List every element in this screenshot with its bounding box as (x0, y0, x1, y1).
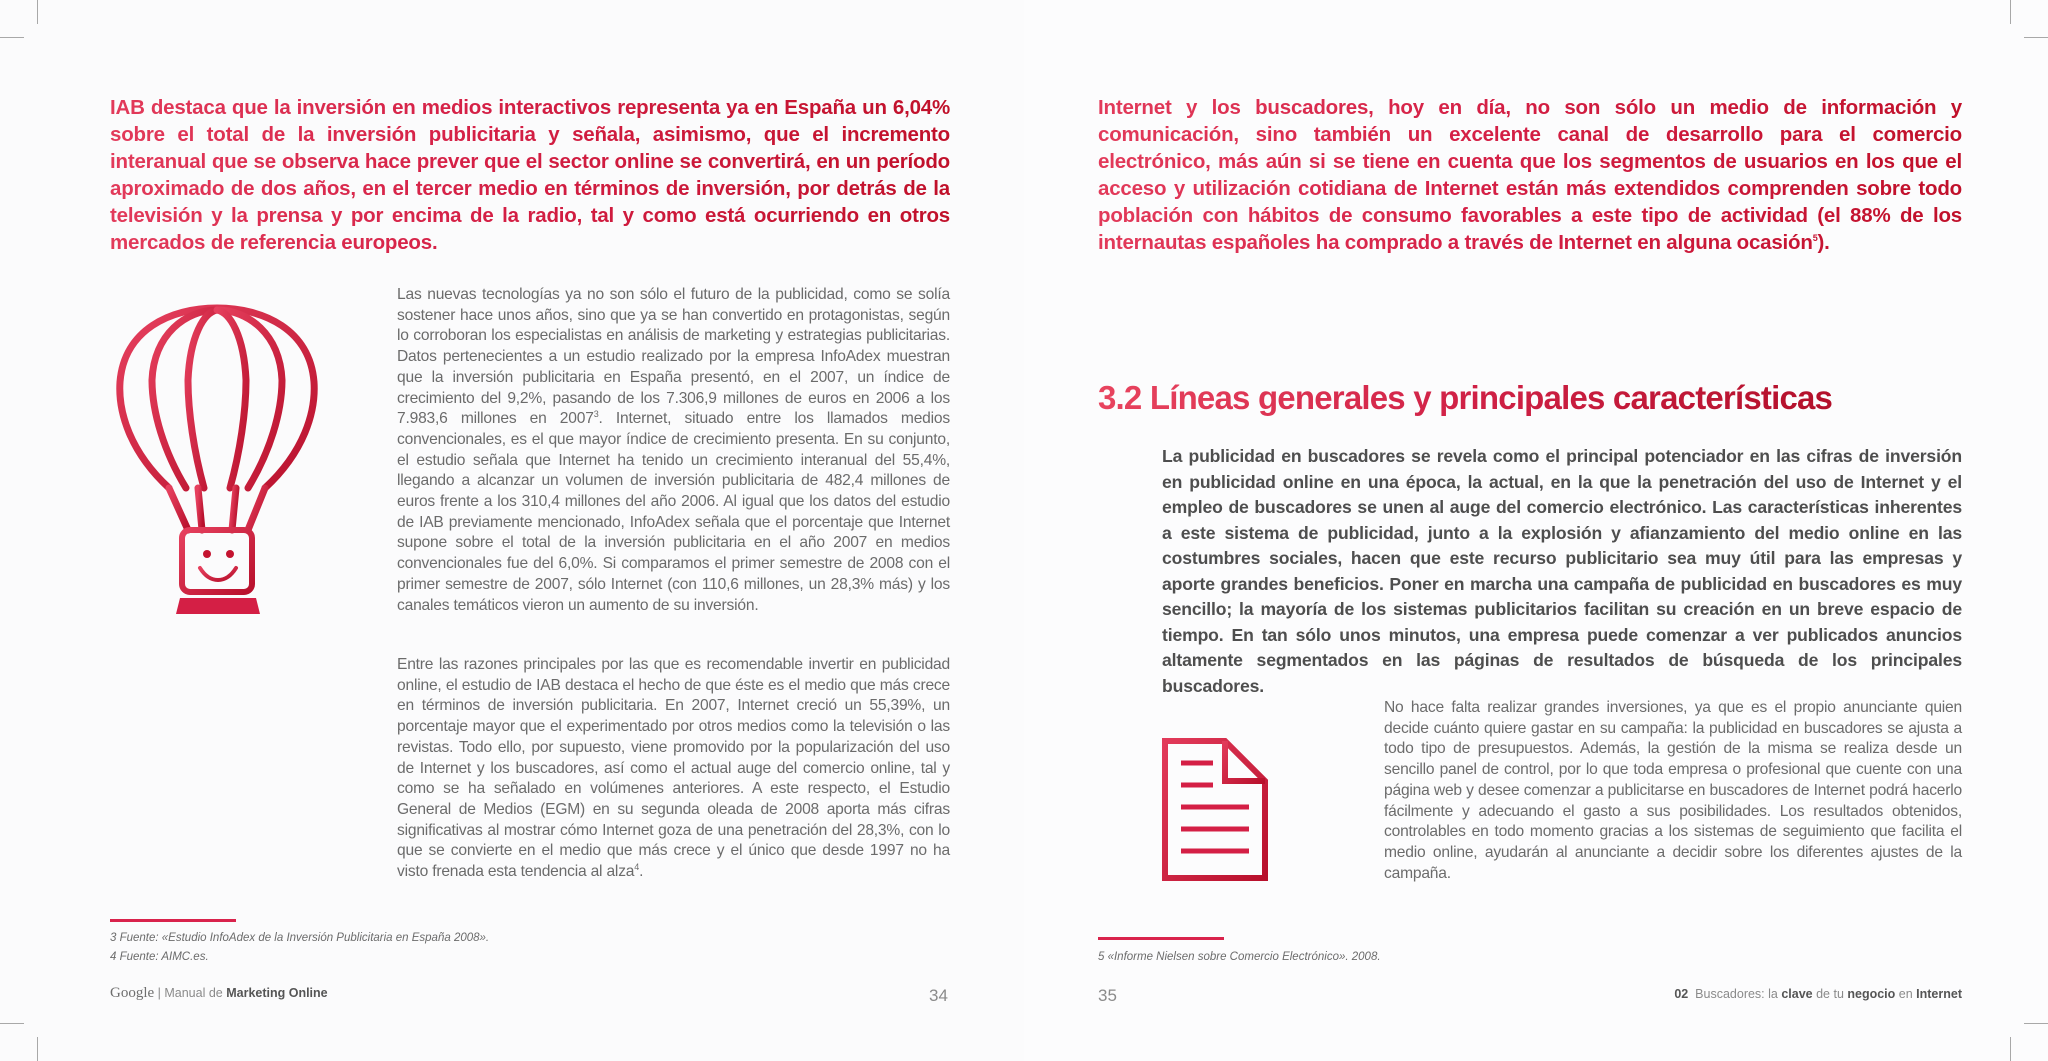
crop-mark (2024, 1023, 2048, 1024)
crop-mark (2010, 0, 2011, 24)
google-logo-text: Google (110, 985, 155, 1001)
footer-brand: Google | Manual de Marketing Online (110, 985, 328, 1001)
footnote-rule (110, 919, 236, 922)
left-body-paragraph-2: Entre las razones principales por las que es recomendable invertir en publicidad online, el estudio de IAB destaca el hecho de que éste es el medio que más crece en términos de inversión publicitaria. En 2007, Internet creció un 55,39%, un porcentaje mayor que el experimentado por otros medios como la televisión o las revistas. Todo ello, por supuesto, viene promovido por la popularización del uso de Internet y los buscadores, así como el actual auge del comercio online, tal y como se ha señalado en volúmenes anteriores. A este respecto, el Estudio General de Medios (EGM) en su segunda oleada de 2008 aporta más cifras significativas al mostrar cómo Internet goza de una penetración del 28,3%, con lo que se convierte en el medio que más crece y el único que desde 1997 no ha visto frenada esta tendencia al alza$^4$. (397, 656, 950, 881)
right-body-paragraph: No hace falta realizar grandes inversiones, ya que es el propio anunciante quien decide cuánto quiere gastar en su campaña: la publicidad en buscadores se ajusta a todo tipo de presupuestos. Además, la gestión de la misma se realiza desde un sencillo panel de control, por lo que toda empresa o profesional que cuente con una página web y desee comenzar a publicitarse en buscadores de Internet podrá hacerlo fácilmente y adecuando el gasto a sus posibilidades. Los resultados obtenidos, controlables en todo momento gracias a los sistemas de seguimiento que facilita el medio online, ayudarán al anunciante a decidir sobre los diferentes ajustes de la campaña. (1384, 699, 1962, 882)
page-number-left: 34 (929, 986, 948, 1005)
footnote-5: 5 «Informe Nielsen sobre Comercio Electrónico». 2008. (1098, 951, 1381, 963)
footnote-4: 4 Fuente: AIMC.es. (110, 951, 209, 963)
section-title: 3.2 Líneas generales y principales características (1098, 379, 1833, 416)
footnote-ref-5: 5 (1812, 233, 1818, 244)
page-number-right: 35 (1098, 986, 1117, 1005)
hot-air-balloon-icon (112, 302, 322, 622)
crop-mark (0, 37, 24, 38)
footnote-ref-4: 4 (634, 861, 640, 872)
bold-intro-paragraph: La publicidad en buscadores se revela como el principal potenciador en las cifras de inversión en publicidad online en una época, la actual, en la que la penetración del uso de Internet y el empleo de buscadores se unen al auge del comercio electrónico. Las características inherentes a este sistema de publicidad, junto a la explosión y afianzamiento del medio online en las costumbres sociales, hacen que este recurso publicitario sea muy útil para las empresas y aporte grandes beneficios. Poner en marcha una campaña de publicidad en buscadores es muy sencillo; la mayoría de los sistemas publicitarios facilitan su creación en un breve espacio de tiempo. En tan sólo unos minutos, una empresa puede comenzar a ver publicados anuncios altamente segmentados en las páginas de resultados de búsqueda de los principales buscadores. (1162, 446, 1962, 696)
crop-mark (37, 1037, 38, 1061)
footnote-ref-3: 3 (593, 409, 599, 420)
footer-chapter: 02 Buscadores: la clave de tu negocio en Internet (1674, 987, 1962, 1001)
left-body-paragraph-1: Las nuevas tecnologías ya no son sólo el futuro de la publicidad, como se solía sostener hace unos años, sino que ya se han convertido en protagonistas, según lo corroboran los especialistas en análisis de marketing y estrategias publicitarias. Datos pertenecientes a un estudio realizado por la empresa InfoAdex muestran que la inversión publicitaria en España presentó, en el 2007, un índice de crecimiento del 9,2%, pasando de los 7.306,9 millones de euros en 2006 a los 7.983,6 millones en 2007$^3$. Internet, situado entre los llamados medios convencionales, es el que mayor índice de crecimiento presenta. En su conjunto, el estudio señala que Internet ha tenido un crecimiento interanual del 55,4%, llegando a alcanzar un volumen de inversión publicitaria de 482,4 millones de euros frente a los 310,4 millones del año 2006. Al igual que los datos del estudio de IAB previamente mencionado, InfoAdex señala que el porcentaje que Internet supone sobre el total de la inversión publicitaria en el año 2007 en medios convencionales fue del 6,0%. Si comparamos el primer semestre de 2008 con el primer semestre de 2007, sólo Internet (con 110,6 millones, un 28,3% más) y los canales temáticos vieron un aumento de su inversión. (397, 286, 950, 614)
crop-mark (37, 0, 38, 24)
right-page (1024, 0, 2048, 1061)
left-lead-paragraph: IAB destaca que la inversión en medios interactivos representa ya en España un 6,04% sobre el total de la inversión publicitaria y señala, asimismo, que el incremento interanual que se observa hace prever que el sector online se convertirá, en un período aproximado de dos años, en el tercer medio en términos de inversión, por detrás de la televisión y la prensa y por encima de la radio, tal y como está ocurriendo en otros mercados de referencia europeos. (110, 96, 950, 254)
footnote-rule (1098, 937, 1224, 940)
document-icon (1161, 737, 1271, 882)
right-lead-paragraph: Internet y los buscadores, hoy en día, no son sólo un medio de información y comunicación, sino también un excelente canal de desarrollo para el comercio electrónico, más aún si se tiene en cuenta que los segmentos de usuarios en los que el acceso y utilización cotidiana de Internet están más extendidos comprenden sobre todo población con hábitos de consumo favorables a este tipo de actividad (el 88% de los internautas españoles ha comprado a través de Internet en alguna ocasión$^5$). (1098, 96, 1962, 254)
crop-mark (2024, 37, 2048, 38)
crop-mark (0, 1023, 24, 1024)
crop-mark (2010, 1037, 2011, 1061)
footnote-3: 3 Fuente: «Estudio InfoAdex de la Inversión Publicitaria en España 2008». (110, 932, 490, 944)
